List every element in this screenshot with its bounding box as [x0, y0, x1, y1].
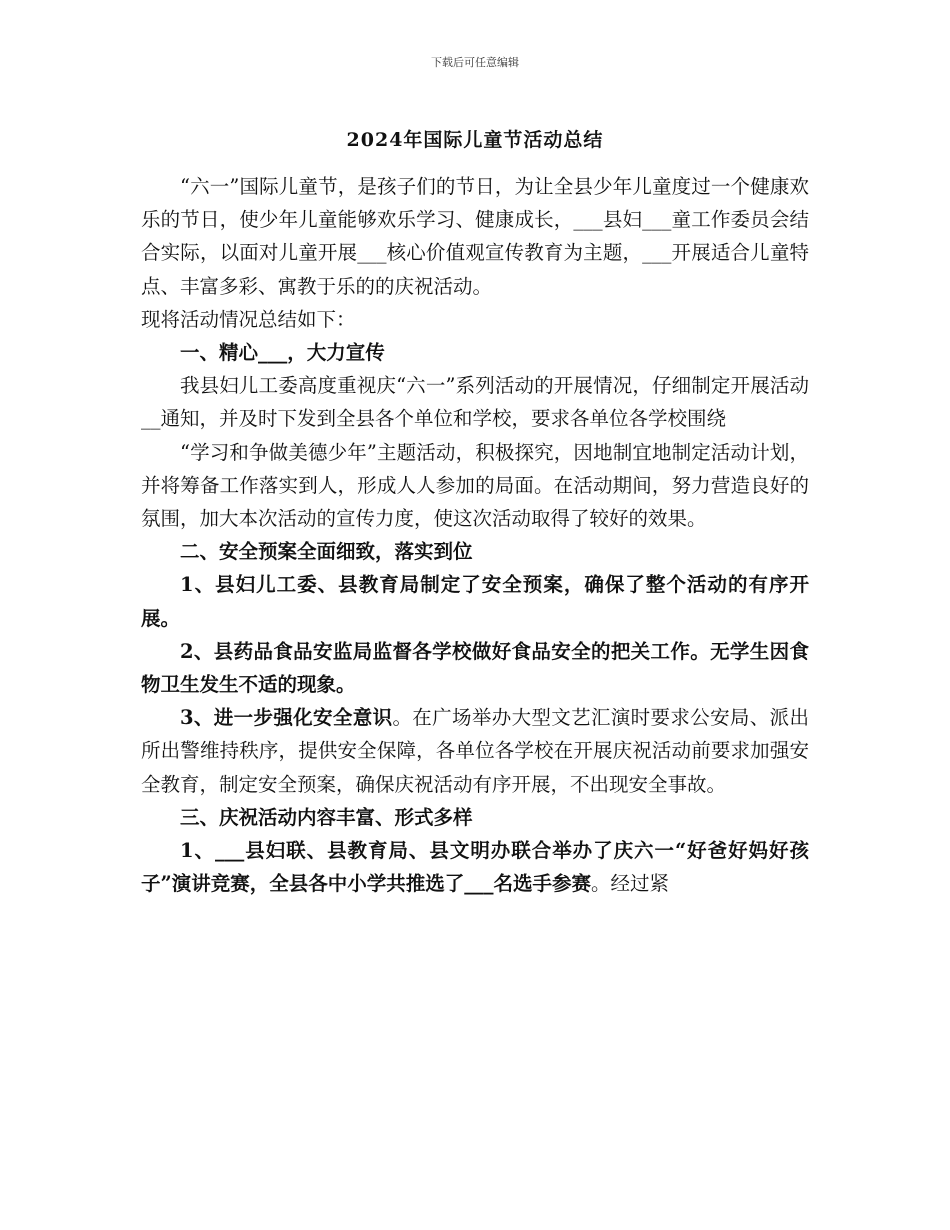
section-heading-1: 一、精心___，大力宣传: [180, 341, 385, 365]
safety-item-1: 1、县妇儿工委、县教育局制定了安全预案，确保了整个活动的有序开展。: [141, 573, 809, 630]
safety-item-2: 2、县药品食品安监局监督各学校做好食品安全的把关工作。无学生因食物卫生发生不适的现象。: [141, 639, 809, 697]
safety-item-3-body: 。在广场举办大型文艺汇演时要求公安局、派出所出警维持秩序，提供安全保障，各单位各学校在开展庆祝活动前要求加强安全教育，制定安全预案，确保庆祝活动有序开展，不出现安全事故。: [141, 706, 809, 796]
document-title: 2024年国际儿童节活动总结: [346, 129, 604, 151]
section-heading-3: 三、庆祝活动内容丰富、形式多样: [180, 805, 473, 829]
celebration-item-1-body: 。经过紧: [590, 872, 669, 896]
document-body: [141, 170, 809, 900]
intro-tail-paragraph: 现将活动情况总结如下：: [141, 307, 356, 331]
celebration-item-1-lead: 1、___县妇联、县教育局、县文明办联合举办了庆六一“好爸好妈好孩子”演讲竞赛，全县各中小学共推选了___名选手参赛: [141, 839, 809, 896]
section-1-paragraph-2: “学习和争做美德少年”主题活动，积极探究，因地制宜地制定活动计划，并将筹备工作落实到人，形成人人参加的局面。在活动期间，努力营造良好的氛围，加大本次活动的宣传力度，使这次活动取得了较好的效果。: [141, 440, 809, 531]
celebration-item-1: [141, 834, 809, 900]
intro-paragraph: “六一”国际儿童节，是孩子们的节日，为让全县少年儿童度过一个健康欢乐的节日，使少年儿童能够欢乐学习、健康成长，___县妇___童工作委员会结合实际，以面对儿童开展___核心价值观宣传教育为主题，___开展适合儿童特点、丰富多彩、寓教于乐的的庆祝活动。: [141, 175, 809, 298]
section-1-paragraph-1: 我县妇儿工委高度重视庆“六一”系列活动的开展情况，仔细制定开展活动__通知，并及时下发到全县各个单位和学校，要求各单位各学校围绕: [141, 374, 809, 431]
safety-item-3: [141, 701, 809, 801]
page-header: 下载后可任意编辑: [431, 56, 519, 69]
section-heading-2: 二、安全预案全面细致，落实到位: [180, 540, 473, 564]
safety-item-3-lead: 3、进一步强化安全意识: [180, 706, 393, 730]
